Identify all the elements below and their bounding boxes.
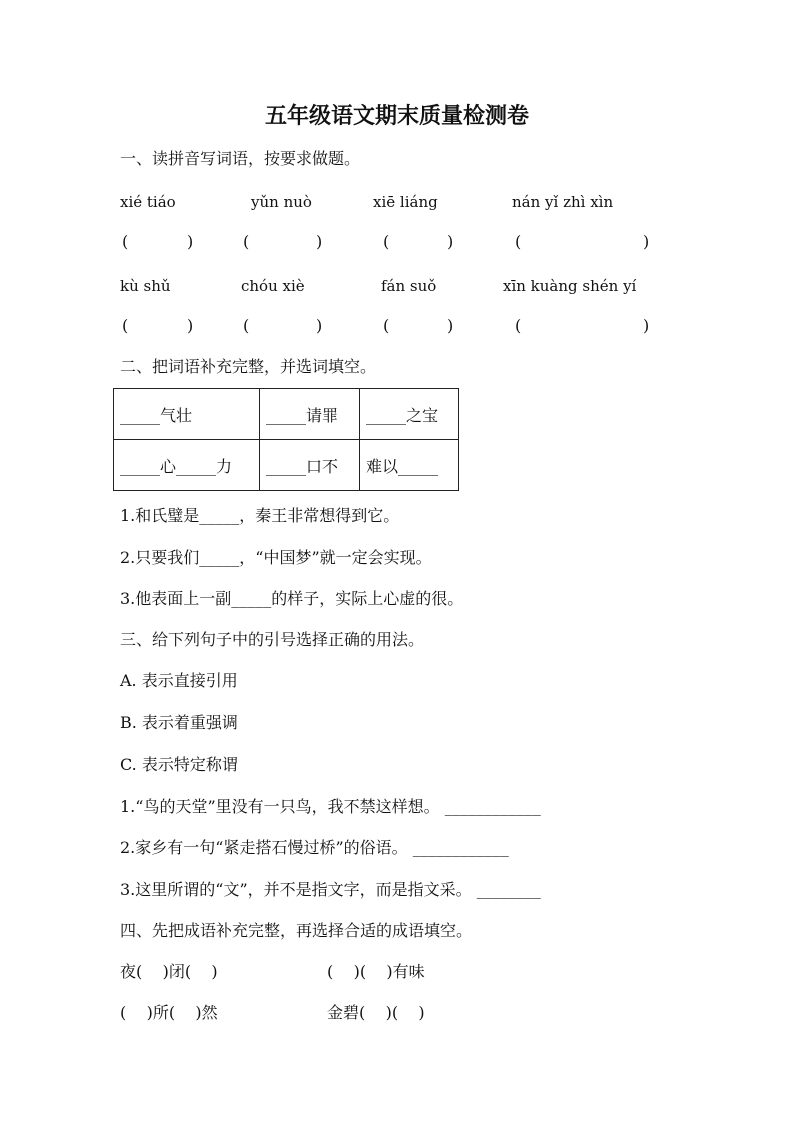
pinyin-4: nán yǐ zhì xìn bbox=[512, 193, 614, 211]
table-cell: _____气壮 bbox=[114, 389, 260, 440]
idiom-2: ( )( )有味 bbox=[327, 962, 425, 981]
option-a: A. 表示直接引用 bbox=[120, 671, 238, 690]
pinyin-5: kù shǔ bbox=[120, 277, 171, 295]
pinyin-1: xié tiáo bbox=[120, 193, 176, 211]
answer-box-close: ) bbox=[187, 232, 194, 251]
table-row bbox=[114, 389, 459, 440]
section1-heading: 一、读拼音写词语，按要求做题。 bbox=[120, 149, 361, 168]
idiom-table bbox=[113, 388, 459, 491]
fill-sentence-2: 2.只要我们_____，“中国梦”就一定会实现。 bbox=[120, 548, 432, 567]
idiom-4: 金碧( )( ) bbox=[327, 1003, 425, 1022]
idiom-1: 夜( )闭( ) bbox=[120, 962, 218, 981]
page-title: 五年级语文期末质量检测卷 bbox=[264, 104, 529, 129]
quote-question-3: 3.这里所谓的“文”，并不是指文字，而是指文采。 ________ bbox=[120, 880, 541, 899]
answer-box-close: ) bbox=[187, 316, 194, 335]
table-cell: 难以_____ bbox=[360, 440, 459, 491]
quote-question-2: 2.家乡有一句“紧走搭石慢过桥”的俗语。 ____________ bbox=[120, 838, 509, 857]
answer-box-close: ) bbox=[316, 316, 323, 335]
pinyin-2: yǔn nuò bbox=[251, 193, 312, 211]
pinyin-8: xīn kuàng shén yí bbox=[503, 277, 637, 295]
fill-sentence-1: 1.和氏璧是_____，秦王非常想得到它。 bbox=[120, 506, 400, 525]
table-cell: _____请罪 bbox=[260, 389, 360, 440]
section2-heading: 二、把词语补充完整，并选词填空。 bbox=[120, 357, 377, 376]
answer-box-open: ( bbox=[122, 232, 129, 251]
answer-box-open: ( bbox=[515, 316, 522, 335]
answer-box-open: ( bbox=[122, 316, 129, 335]
table-cell: _____心_____力 bbox=[114, 440, 260, 491]
answer-box-close: ) bbox=[643, 316, 650, 335]
answer-box-close: ) bbox=[316, 232, 323, 251]
answer-box-close: ) bbox=[643, 232, 650, 251]
table-cell: _____之宝 bbox=[360, 389, 459, 440]
option-b: B. 表示着重强调 bbox=[120, 713, 238, 732]
answer-box-open: ( bbox=[243, 232, 250, 251]
answer-box-open: ( bbox=[383, 316, 390, 335]
answer-box-close: ) bbox=[447, 232, 454, 251]
option-c: C. 表示特定称谓 bbox=[120, 755, 238, 774]
pinyin-6: chóu xiè bbox=[241, 277, 305, 295]
answer-box-close: ) bbox=[447, 316, 454, 335]
idiom-3: ( )所( )然 bbox=[120, 1003, 218, 1022]
answer-box-open: ( bbox=[383, 232, 390, 251]
table-cell: _____口不 bbox=[260, 440, 360, 491]
answer-box-open: ( bbox=[515, 232, 522, 251]
section3-heading: 三、给下列句子中的引号选择正确的用法。 bbox=[120, 630, 425, 649]
section4-heading: 四、先把成语补充完整，再选择合适的成语填空。 bbox=[120, 921, 473, 940]
fill-sentence-3: 3.他表面上一副_____的样子，实际上心虚的很。 bbox=[120, 589, 464, 608]
pinyin-7: fán suǒ bbox=[381, 277, 437, 295]
table-row bbox=[114, 440, 459, 491]
quote-question-1: 1.“鸟的天堂”里没有一只鸟，我不禁这样想。 ____________ bbox=[120, 797, 541, 816]
answer-box-open: ( bbox=[243, 316, 250, 335]
pinyin-3: xiē liáng bbox=[373, 193, 438, 211]
